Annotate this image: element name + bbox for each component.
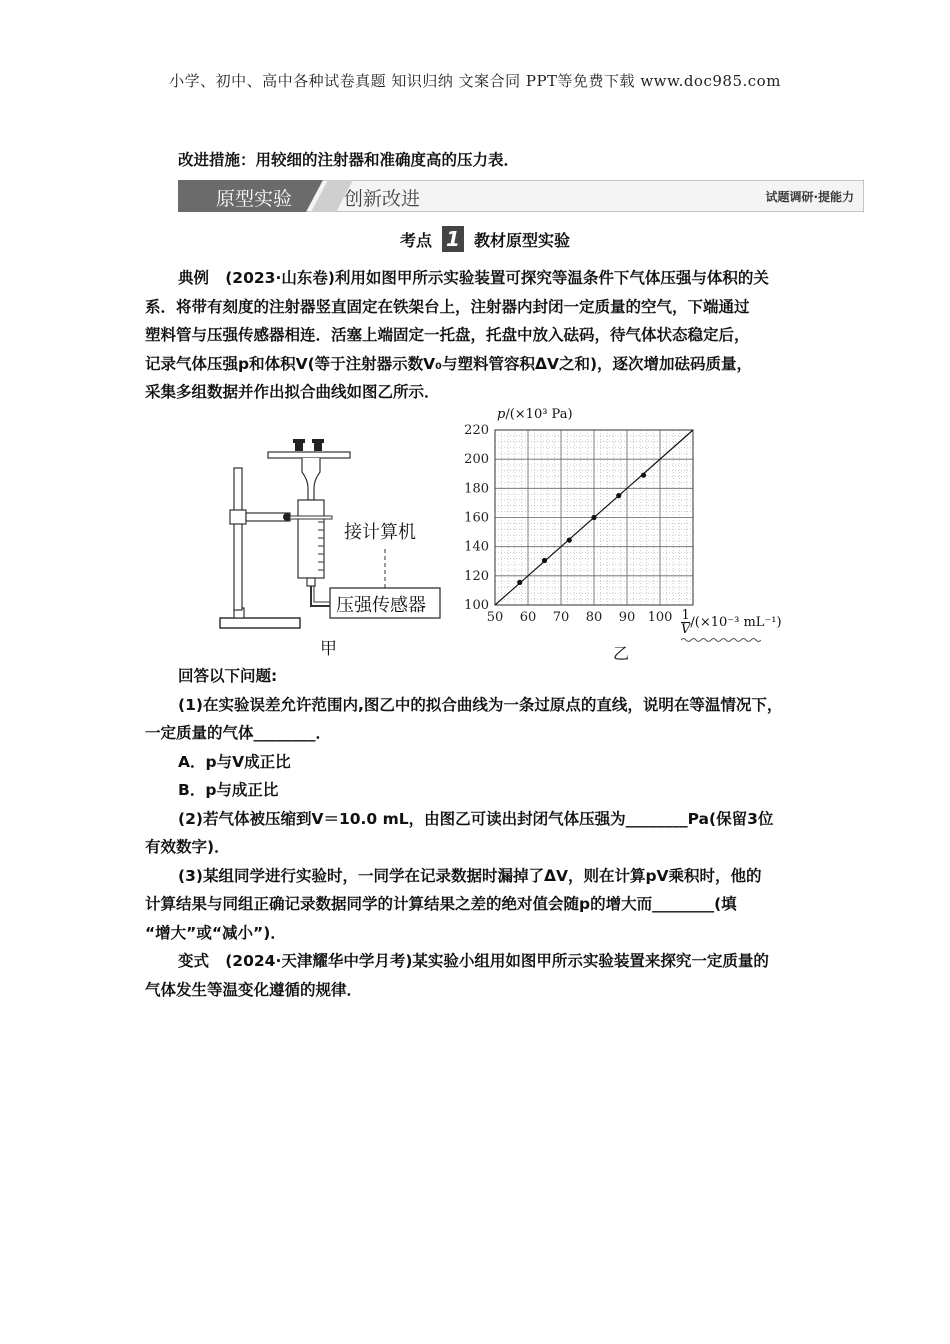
y-tick-label: 180	[464, 481, 489, 497]
caption-a: 甲	[320, 639, 337, 659]
q3-line-1: (3)某组同学进行实验时，一同学在记录数据时漏掉了ΔV，则在计算pV乘积时，他的	[178, 866, 762, 885]
example-line-3: 塑料管与压强传感器相连．活塞上端固定一托盘，托盘中放入砝码，待气体状态稳定后，	[145, 326, 750, 344]
q2-line-1: (2)若气体被压缩到V＝10.0 mL，由图乙可读出封闭气体压强为________Pa(保留3位	[178, 809, 774, 828]
variant-line-1: (2024·天津耀华中学月考)某实验小组用如图甲所示实验装置来探究一定质量的	[225, 952, 769, 970]
figure-chart	[455, 405, 795, 663]
label-computer: 接计算机	[344, 522, 416, 543]
x-axis-label	[681, 609, 782, 636]
label-sensor: 压强传感器	[336, 595, 426, 616]
x-tick-label: 80	[585, 610, 603, 625]
figure-apparatus	[210, 430, 450, 660]
example-line-2: 系．将带有刻度的注射器竖直固定在铁架台上，注射器内封闭一定质量的空气，下端通过	[145, 297, 750, 316]
option-b: B．p与成正比	[178, 781, 279, 799]
example-paragraph	[145, 264, 825, 407]
y-label-unit: /(×10³ Pa)	[505, 407, 573, 422]
data-point	[641, 473, 646, 478]
example-line-1: (2023·山东卷)利用如图甲所示实验装置可探究等温条件下气体压强与体积的关	[225, 269, 769, 287]
caption-b: 乙	[613, 644, 630, 663]
y-tick-label: 100	[464, 598, 489, 613]
x-tick-label: 70	[552, 610, 570, 625]
section-banner	[178, 180, 864, 212]
y-axis-label: p/(×10³ Pa)	[497, 407, 573, 422]
y-tick-label: 120	[464, 568, 489, 584]
q2-line-2: 有效数字)．	[145, 838, 230, 856]
q1-line-1: (1)在实验误差允许范围内,图乙中的拟合曲线为一条过原点的直线，说明在等温情况下，	[178, 695, 783, 714]
example-line-4: 记录气体压强p和体积V(等于注射器示数V₀与塑料管容积ΔV之和)，逐次增加砝码质量，	[145, 354, 753, 373]
x-tick-label: 60	[519, 610, 537, 625]
y-tick-label: 220	[464, 423, 489, 438]
data-point	[517, 580, 522, 585]
x-label-numerator: 1	[681, 608, 690, 623]
q3-line-2: 计算结果与同组正确记录数据同学的计算结果之差的绝对值会随p的增大而________(填	[145, 895, 737, 913]
questions-intro: 回答以下问题:	[178, 667, 278, 685]
x-label-wavy	[681, 637, 761, 643]
data-point	[591, 515, 596, 520]
kaodian-label: 考点	[400, 230, 433, 250]
questions-block	[145, 662, 825, 1004]
x-label-denominator: V	[681, 622, 691, 637]
x-label-unit: /(×10⁻³ mL⁻¹)	[690, 615, 782, 630]
banner-left-label: 原型实验	[216, 188, 293, 210]
apparatus-drawing	[210, 430, 450, 660]
x-tick-label: 90	[618, 610, 636, 625]
weight-1	[295, 442, 303, 451]
banner-tag: 试题调研·提能力	[765, 190, 854, 204]
x-tick-label: 100	[647, 610, 673, 625]
page-header: 小学、初中、高中各种试卷真题 知识归纳 文案合同 PPT等免费下载 www.doc985.com	[169, 72, 781, 90]
clamp-block	[230, 510, 246, 524]
variant-line-2: 气体发生等温变化遵循的规律．	[145, 980, 363, 999]
kaodian-heading	[400, 226, 570, 252]
kaodian-number: 1	[442, 226, 464, 252]
q1-line-2: 一定质量的气体________．	[145, 724, 332, 742]
plunger	[302, 458, 320, 500]
data-point	[542, 558, 547, 563]
stand-rod	[234, 468, 242, 610]
y-tick-label: 140	[464, 539, 489, 555]
banner-right-label: 创新改进	[344, 188, 421, 210]
x-tick-label: 50	[486, 610, 504, 625]
tray	[268, 452, 350, 458]
example-lead: 典例	[178, 269, 210, 287]
variant-lead: 变式	[178, 952, 210, 970]
data-point	[616, 493, 621, 498]
option-a: A．p与V成正比	[178, 752, 291, 771]
stand-base	[220, 618, 300, 628]
example-line-5: 采集多组数据并作出拟合曲线如图乙所示．	[145, 383, 440, 401]
syringe-barrel	[298, 500, 324, 578]
y-tick-label: 200	[464, 452, 489, 468]
q3-line-3: “增大”或“减小”)．	[145, 923, 286, 942]
kaodian-title: 教材原型实验	[474, 230, 571, 250]
data-point	[567, 538, 572, 543]
weight-2	[314, 442, 322, 451]
y-tick-label: 160	[464, 510, 489, 526]
improvement-text: 改进措施：用较细的注射器和准确度高的压力表．	[178, 151, 520, 169]
